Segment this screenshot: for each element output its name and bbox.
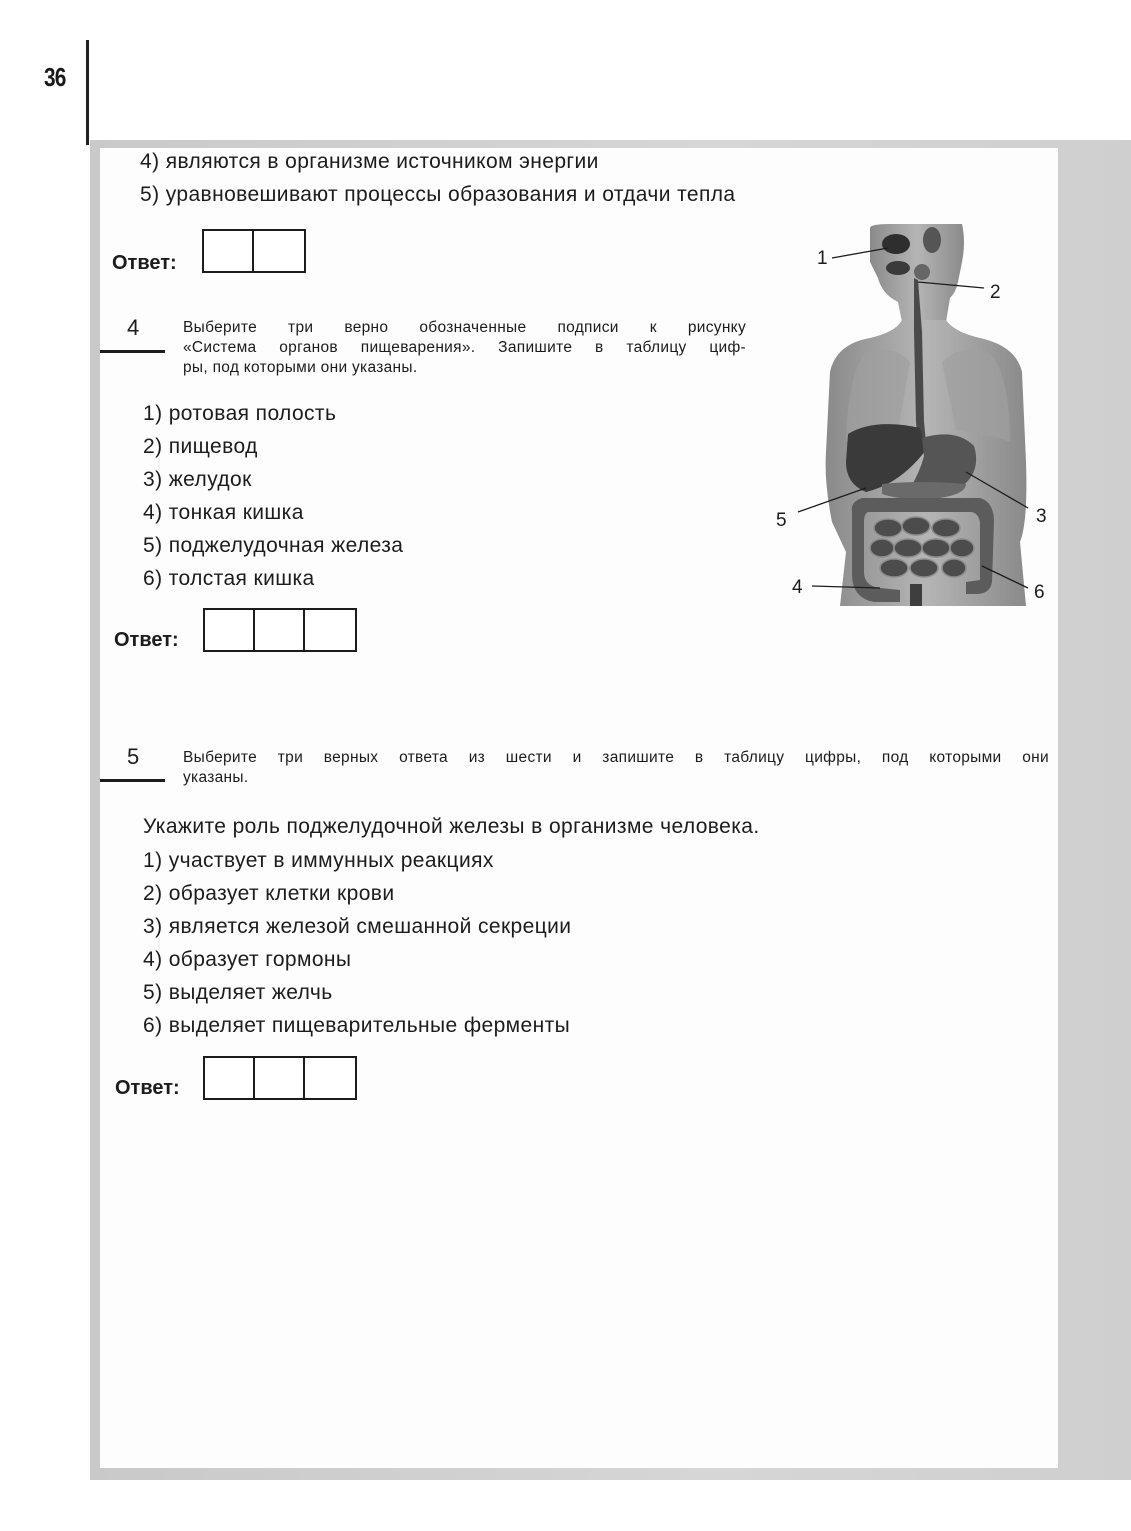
answer-cell[interactable] (205, 610, 255, 650)
answer-cell[interactable] (305, 610, 355, 650)
task4-instruction-line-3: ры, под которыми они указаны. (183, 359, 418, 376)
task5-option-2: 2) образует клетки крови (143, 882, 395, 905)
task4-option-1: 1) ротовая полость (143, 402, 337, 425)
brain-region (923, 227, 941, 253)
task4-option-5: 5) поджелудочная железа (143, 534, 404, 557)
answer-cell[interactable] (305, 1058, 355, 1098)
task4-answer-boxes (203, 608, 357, 652)
margin-rule (86, 40, 89, 145)
answer-cell[interactable] (205, 1058, 255, 1098)
figure-label-2: 2 (990, 282, 1001, 303)
nasal-cavity (882, 234, 910, 254)
task4-number-rule (100, 350, 165, 353)
answer-cell[interactable] (204, 231, 254, 271)
figure-label-5: 5 (776, 510, 787, 531)
answer-cell[interactable] (255, 610, 305, 650)
task4-instruction-line-1: Выберите три верно обозначенные подписи к рисунку (183, 319, 746, 336)
task5-number: 5 (127, 744, 140, 769)
task4-number: 4 (127, 315, 140, 340)
task5-option-6: 6) выделяет пищеварительные ферменты (143, 1014, 571, 1037)
task5-option-4: 4) образует гормоны (143, 948, 352, 971)
task5-number-rule (100, 779, 165, 782)
task4-option-2: 2) пищевод (143, 435, 258, 458)
digestive-system-figure (770, 222, 1060, 612)
task3-option-4: 4) являются в организме источником энергии (140, 150, 599, 173)
task3-answer-label: Ответ: (112, 252, 177, 274)
task5-option-1: 1) участвует в иммунных реакциях (143, 849, 494, 872)
task3-option-5: 5) уравновешивают процессы образования и отдачи тепла (140, 183, 736, 206)
answer-cell[interactable] (254, 231, 304, 271)
small-intestine (870, 517, 974, 577)
rectum (910, 584, 922, 606)
figure-label-1: 1 (817, 248, 828, 269)
task4-option-4: 4) тонкая кишка (143, 501, 304, 524)
task5-instruction (183, 748, 1049, 788)
task4-answer-label: Ответ: (114, 629, 179, 651)
task5-question: Укажите роль поджелудочной железы в организме человека. (143, 815, 760, 838)
task4-instruction-line-2: «Система органов пищеварения». Запишите в таблицу циф- (183, 339, 746, 356)
task5-answer-boxes (203, 1056, 357, 1100)
oral-cavity (886, 261, 910, 275)
task5-option-5: 5) выделяет желчь (143, 981, 333, 1004)
task5-option-3: 3) является железой смешанной секреции (143, 915, 572, 938)
task4-option-3: 3) желудок (143, 468, 252, 491)
task4-option-6: 6) толстая кишка (143, 567, 315, 590)
task5-answer-label: Ответ: (115, 1077, 180, 1099)
figure-label-6: 6 (1034, 582, 1045, 603)
task4-instruction (183, 318, 746, 378)
figure-label-3: 3 (1036, 506, 1047, 527)
answer-cell[interactable] (255, 1058, 305, 1098)
task3-answer-boxes (202, 229, 306, 273)
page-number: 36 (44, 62, 66, 92)
salivary-gland (914, 264, 930, 280)
task5-instruction-line-2: указаны. (183, 769, 249, 786)
figure-label-4: 4 (792, 577, 803, 598)
task5-instruction-line-1: Выберите три верных ответа из шести и запишите в таблицу цифры, под которыми они (183, 749, 1049, 766)
